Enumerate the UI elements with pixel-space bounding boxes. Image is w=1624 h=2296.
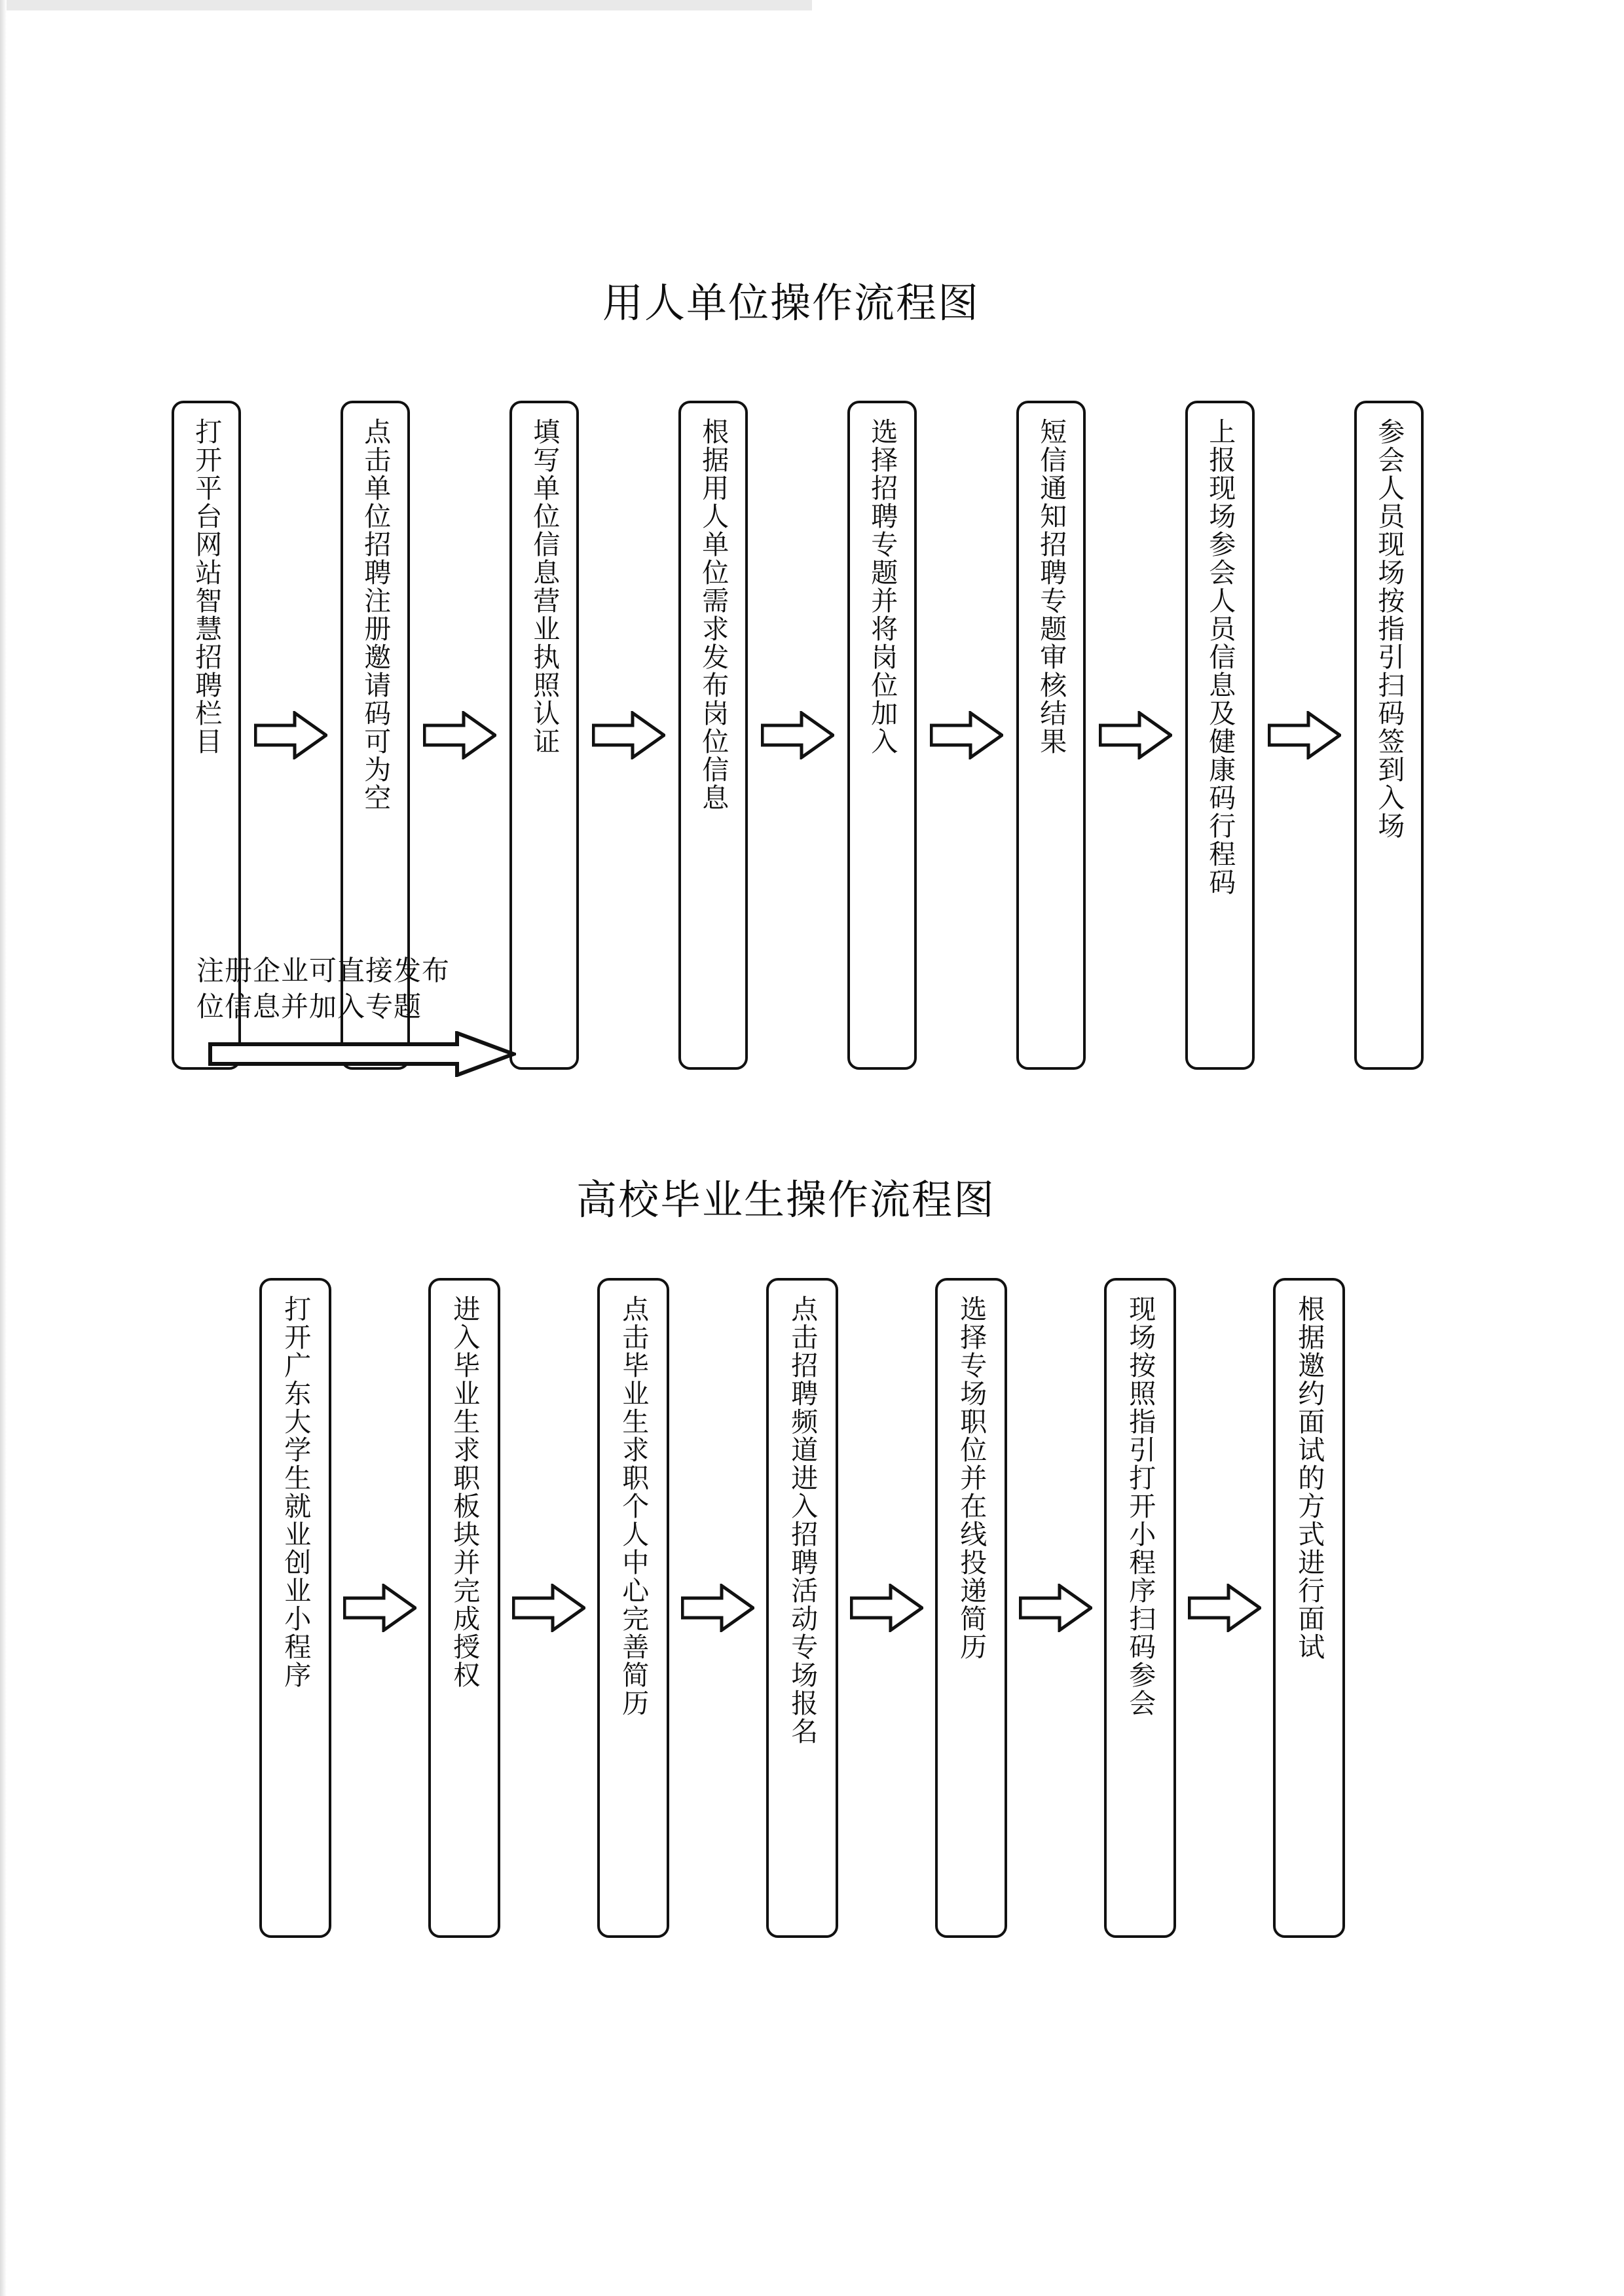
flow-step-box[interactable] [1185, 401, 1255, 1070]
flow-step-box[interactable] [847, 401, 917, 1070]
flow-step-label: 打开广东大学生就业创业小程序 [280, 1295, 312, 1689]
flow-step-label: 打开平台网站智慧招聘栏目 [191, 418, 223, 756]
note-line-2: 位信息并加入专题 [196, 991, 422, 1023]
flow-step-box[interactable] [678, 401, 748, 1070]
flow-step-box[interactable] [1354, 401, 1424, 1070]
flow-step-box[interactable] [428, 1278, 500, 1938]
flow-connector [1007, 1278, 1104, 1938]
block-arrow-right-icon [1019, 1584, 1092, 1632]
flow-step-label: 根据用人单位需求发布岗位信息 [697, 418, 729, 812]
block-arrow-right-icon [1268, 711, 1341, 759]
flow-step-box[interactable] [259, 1278, 331, 1938]
flow-connector [1176, 1278, 1273, 1938]
block-arrow-right-icon [761, 711, 834, 759]
block-arrow-right-icon [512, 1584, 585, 1632]
flow-step-label: 选择招聘专题并将岗位加入 [866, 418, 898, 756]
flow-step-label: 进入毕业生求职板块并完成授权 [449, 1295, 481, 1689]
flow-step-box[interactable] [1104, 1278, 1176, 1938]
scan-edge-left [0, 0, 7, 2296]
block-arrow-right-icon [423, 711, 496, 759]
flow-step-label: 短信通知招聘专题审核结果 [1035, 418, 1067, 756]
flow-step-box[interactable] [1273, 1278, 1345, 1938]
flow-step-label: 现场按照指引打开小程序扫码参会 [1124, 1295, 1156, 1717]
flow-step-box[interactable] [1016, 401, 1086, 1070]
flow-step-box[interactable] [766, 1278, 838, 1938]
note-line-1: 注册企业可直接发布 [196, 955, 451, 987]
scan-edge-top [0, 0, 812, 10]
block-arrow-right-icon [850, 1584, 923, 1632]
flow-step-label: 参会人员现场按指引扫码签到入场 [1373, 418, 1405, 840]
graduate-flow-title: 高校毕业生操作流程图 [576, 1176, 996, 1224]
employer-flow-note [196, 953, 668, 1074]
flow-step-label: 填写单位信息营业执照认证 [528, 418, 561, 756]
block-arrow-right-icon [930, 711, 1003, 759]
flow-step-label: 上报现场参会人员信息及健康码行程码 [1204, 418, 1236, 896]
flow-step-label: 点击毕业生求职个人中心完善简历 [618, 1295, 650, 1717]
flow-connector [331, 1278, 428, 1938]
flow-connector [748, 401, 847, 1070]
flow-connector [500, 1278, 597, 1938]
block-arrow-right-icon [254, 711, 327, 759]
flow-connector [917, 401, 1016, 1070]
employer-flow-title: 用人单位操作流程图 [602, 279, 980, 327]
flow-connector [1255, 401, 1354, 1070]
flow-connector [669, 1278, 766, 1938]
block-arrow-right-icon [592, 711, 665, 759]
flow-step-label: 点击单位招聘注册邀请码可为空 [360, 418, 392, 812]
flow-connector [838, 1278, 935, 1938]
flow-step-label: 点击招聘频道进入招聘活动专场报名 [786, 1295, 819, 1745]
block-arrow-right-icon [1188, 1584, 1261, 1632]
graduate-flow-row [259, 1278, 1345, 1938]
flow-connector [1086, 401, 1185, 1070]
block-arrow-right-icon [681, 1584, 754, 1632]
block-arrow-right-icon [208, 1031, 516, 1077]
flow-step-label: 选择专场职位并在线投递简历 [955, 1295, 987, 1661]
block-arrow-right-icon [1099, 711, 1172, 759]
flow-step-box[interactable] [597, 1278, 669, 1938]
block-arrow-right-icon [343, 1584, 416, 1632]
flow-step-label: 根据邀约面试的方式进行面试 [1293, 1295, 1325, 1661]
flow-step-box[interactable] [935, 1278, 1007, 1938]
